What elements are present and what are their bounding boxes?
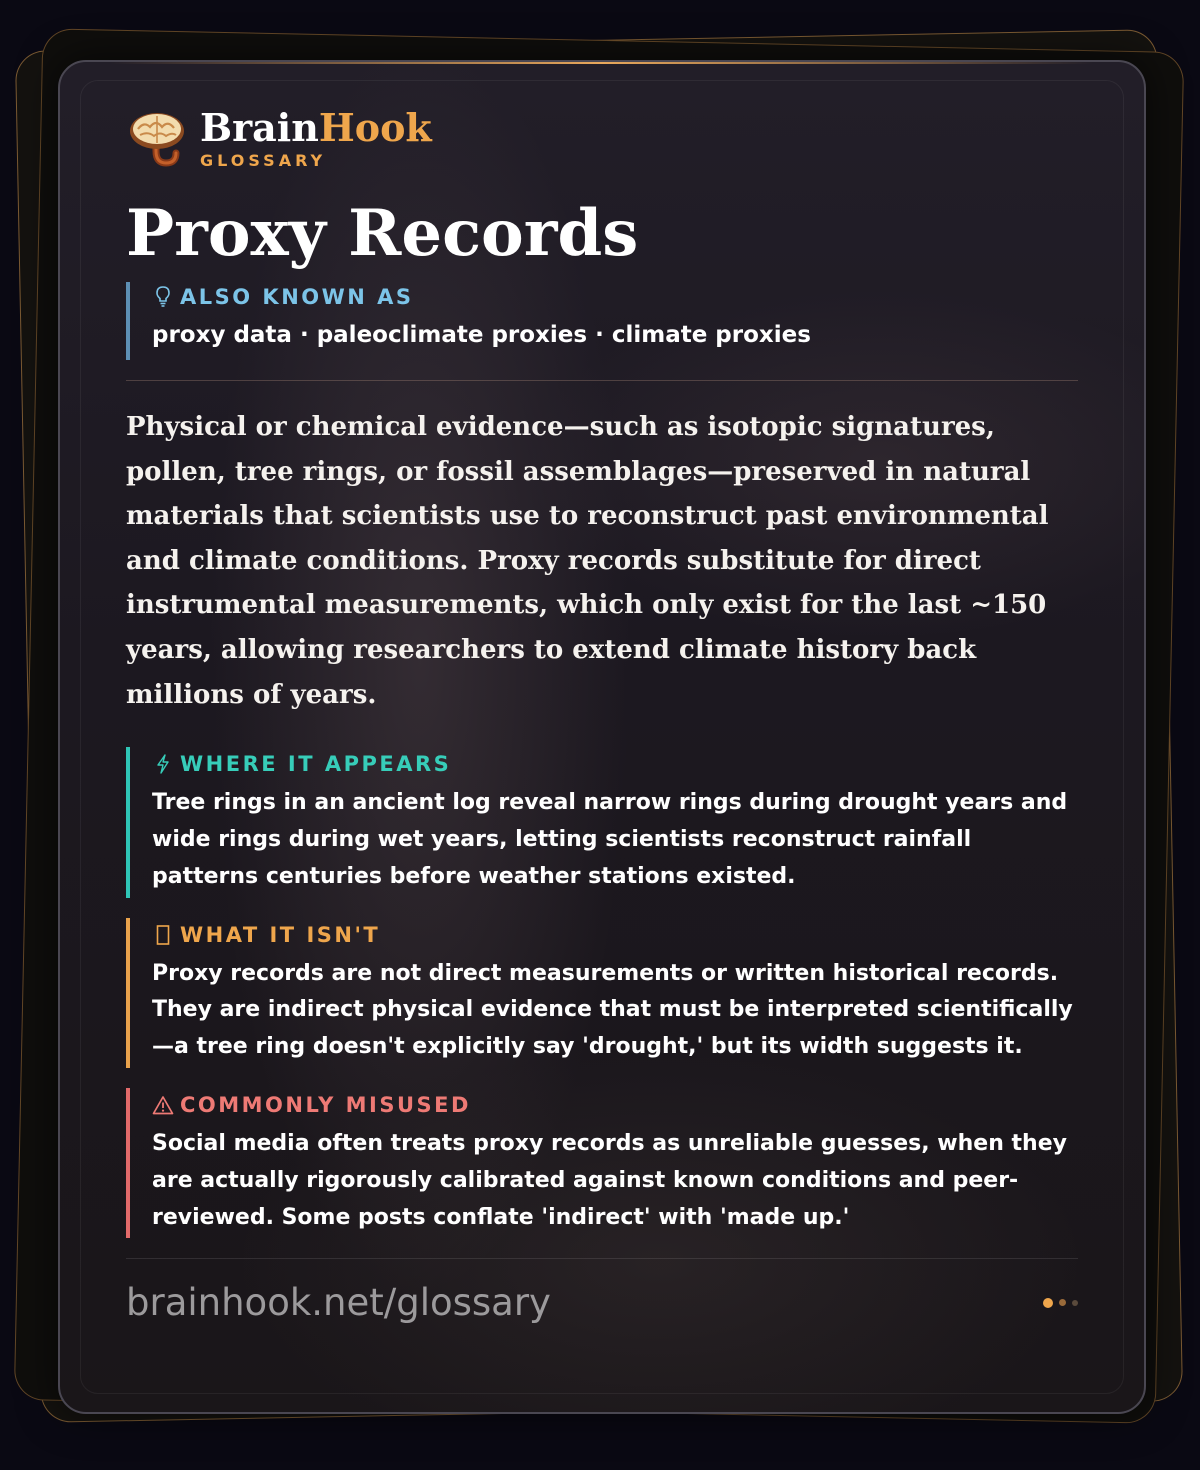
section-label: COMMONLY MISUSED — [180, 1092, 471, 1117]
commonly-misused-section — [126, 1088, 1078, 1238]
section-body: Tree rings in an ancient log reveal narrow rings during drought years and wide rings during wet years, letting scientists reconstruct rainfall patterns centuries before weather stations existed. — [152, 790, 1068, 889]
footer-url-link[interactable]: brainhook.net/glossary — [126, 1281, 551, 1325]
divider — [126, 380, 1078, 381]
lightning-icon — [152, 749, 174, 779]
section-heading — [152, 920, 1078, 950]
card-content — [126, 102, 1078, 1324]
page-dot-active — [1043, 1298, 1053, 1308]
brand-subtitle: GLOSSARY — [200, 150, 327, 170]
also-known-as-label: ALSO KNOWN AS — [180, 285, 414, 309]
where-it-appears-section — [126, 747, 1078, 897]
brand-name-accent: Hook — [318, 104, 432, 150]
section-heading — [152, 1090, 1078, 1120]
section-body: Social media often treats proxy records as unreliable guesses, when they are actually rigorously calibrated against known conditions and peer-reviewed. Some posts conflate 'indirect' with 'made up.' — [152, 1130, 1067, 1230]
section-heading — [152, 749, 1078, 779]
lightbulb-icon — [152, 282, 174, 312]
divider — [126, 1258, 1078, 1259]
page-indicator-dots — [1043, 1298, 1078, 1308]
brand-header — [126, 102, 1078, 174]
section-label: WHAT IT ISN'T — [180, 922, 381, 947]
what-it-isnt-section — [126, 918, 1078, 1068]
page-dot — [1059, 1299, 1066, 1306]
also-known-as-block — [126, 282, 1078, 360]
brand-name — [200, 104, 432, 150]
section-body: Proxy records are not direct measurements or written historical records. They are indirect physical evidence that must be interpreted scientifically—a tree ring doesn't explicitly say 'drought,' but its width suggests it. — [152, 960, 1073, 1060]
section-label: WHERE IT APPEARS — [180, 752, 452, 777]
warning-icon — [152, 1090, 174, 1120]
brain-hook-logo-icon — [126, 107, 188, 169]
footer — [126, 1281, 1078, 1324]
no-entry-icon — [152, 920, 174, 950]
also-known-as-heading — [152, 282, 1078, 312]
page-title: Proxy Records — [126, 196, 639, 271]
page-dot — [1072, 1300, 1078, 1306]
definition-text: Physical or chemical evidence—such as isotopic signatures, pollen, tree rings, or fossil assemblages—preserved in natural materials that scientists use to reconstruct past environmental and climate conditions. Proxy records substitute for direct instrumental measurements, which only exist for the last ~150 years, allowing researchers to extend climate history back millions of years. — [126, 412, 1049, 710]
glossary-card — [58, 60, 1146, 1414]
brand-name-primary: Brain — [200, 104, 319, 150]
also-known-as-text: proxy data · paleoclimate proxies · climate proxies — [152, 322, 811, 348]
